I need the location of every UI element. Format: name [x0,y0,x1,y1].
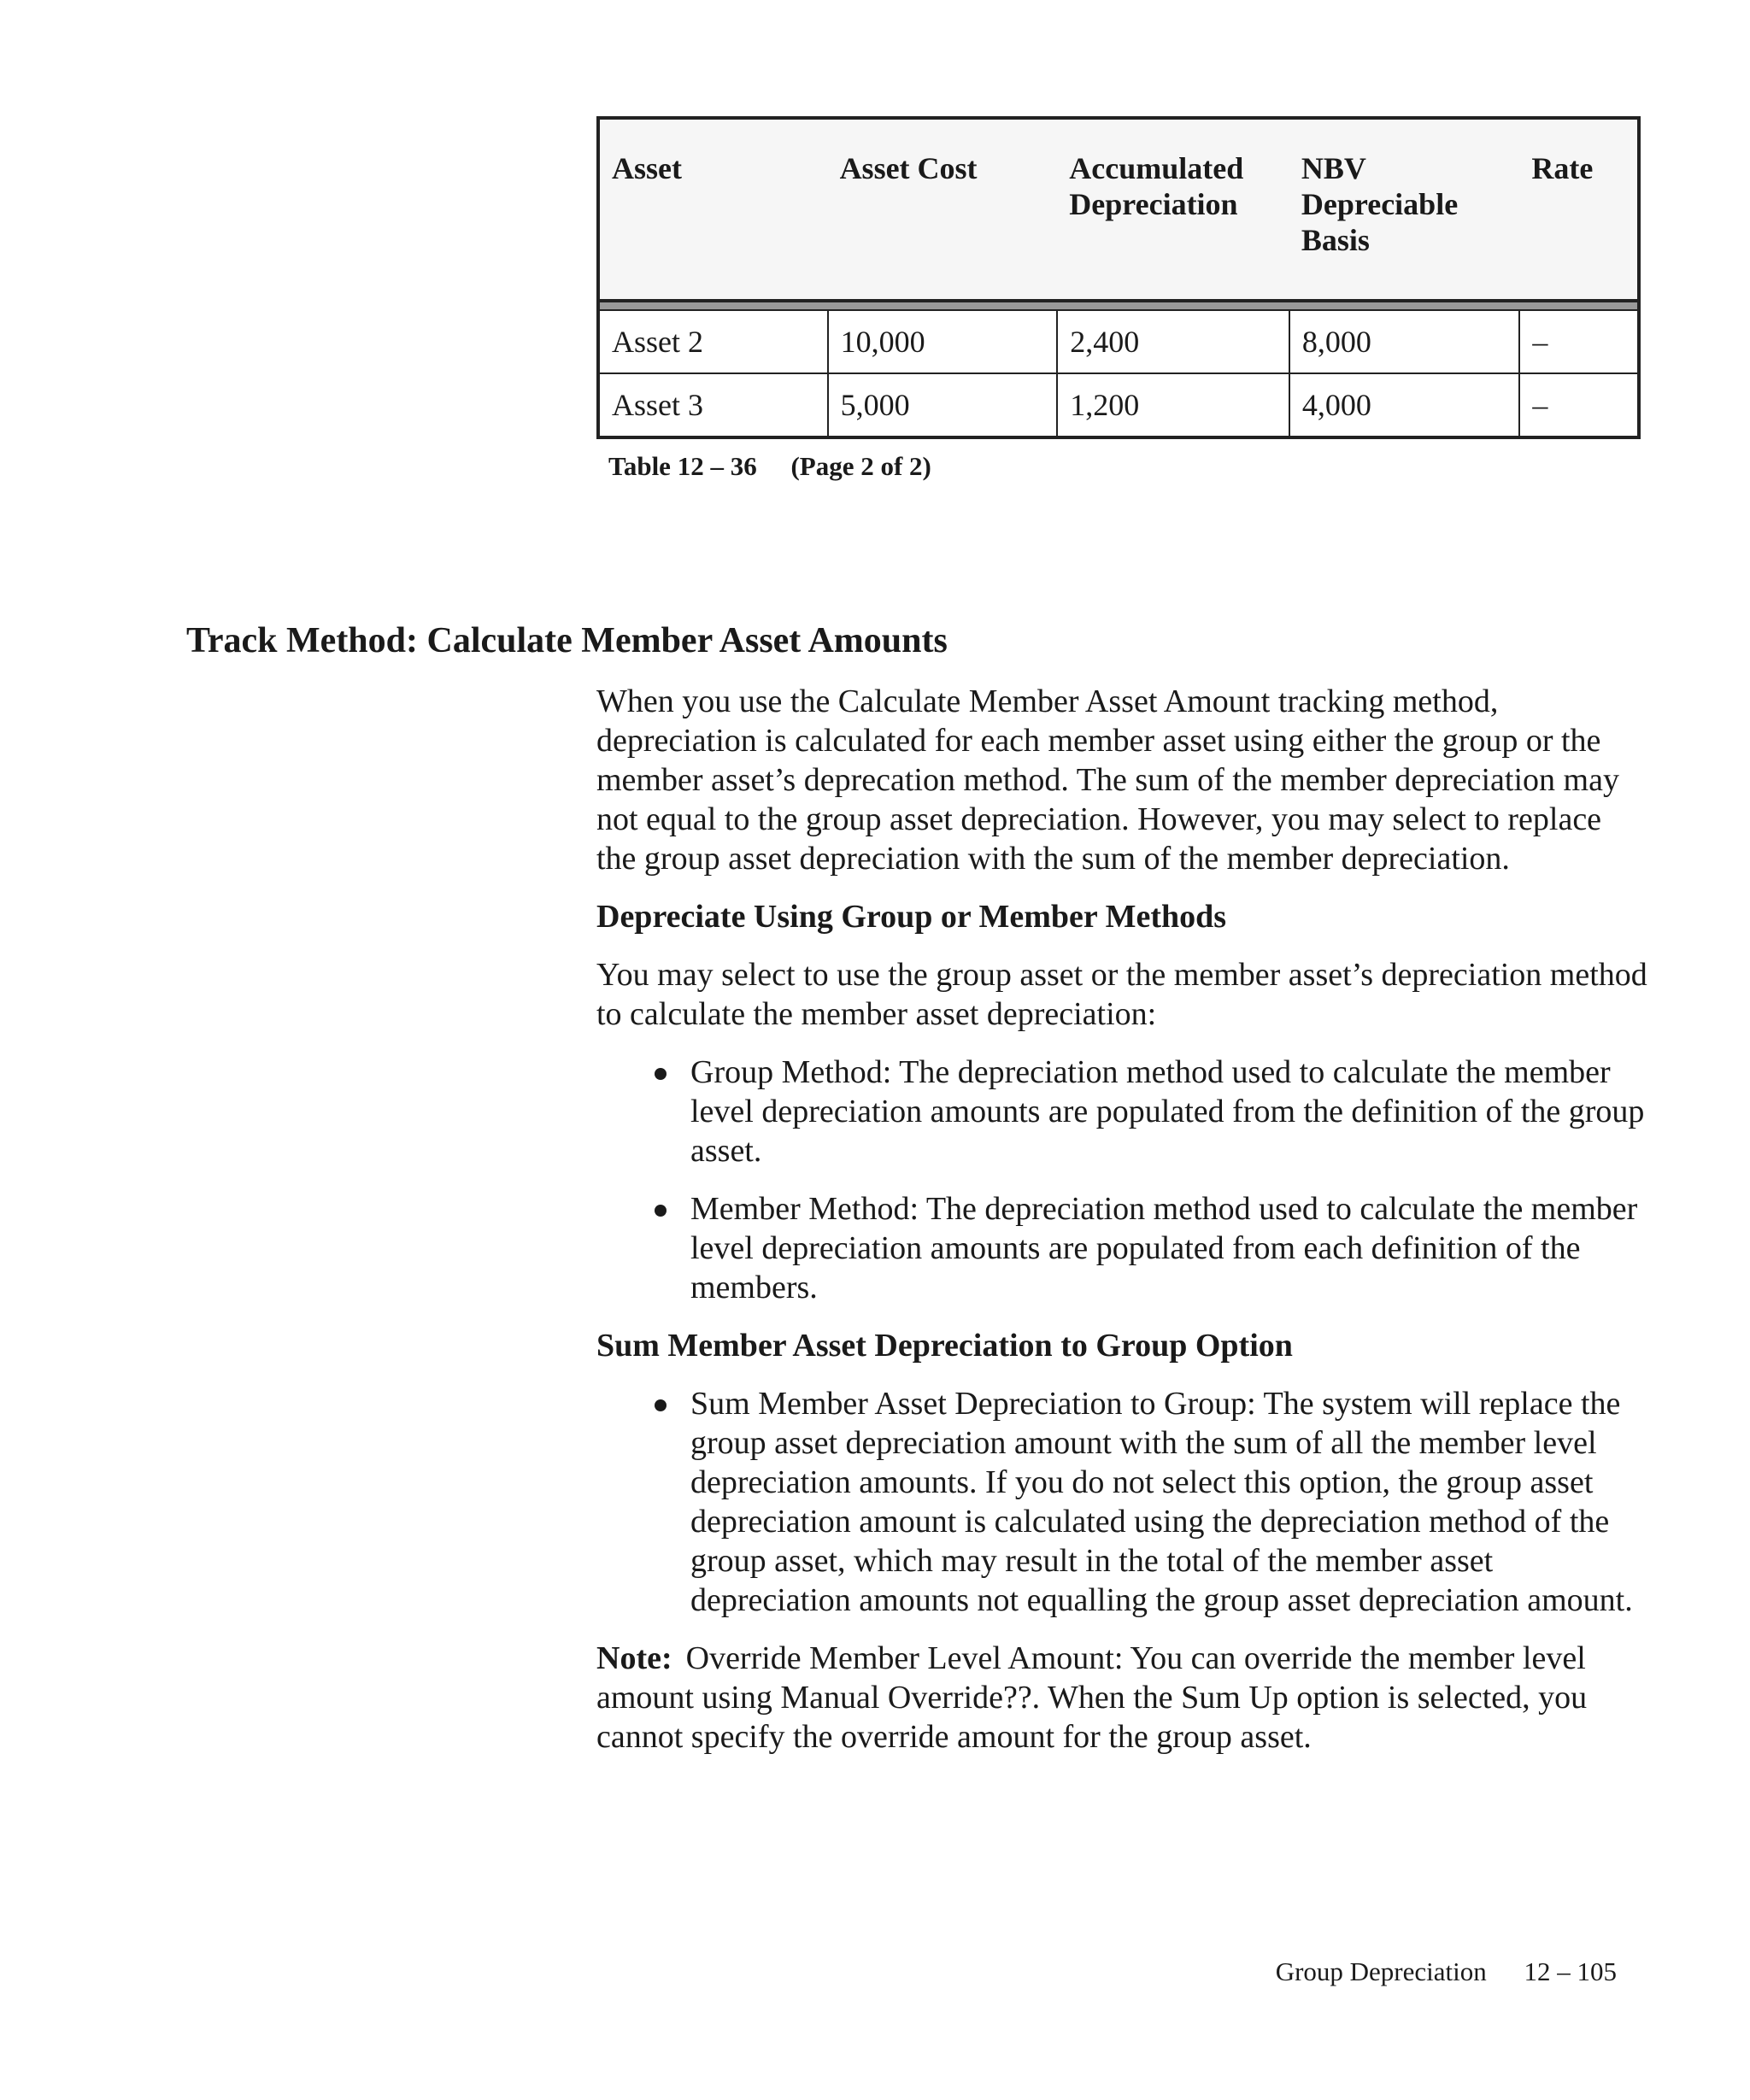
intro-paragraph: When you use the Calculate Member Asset Amount tracking method, depreciation is calculated for each member asset using either the group or the member asset’s deprecation method. The sum of the member depreciation may not equal to the group asset depreciation. However, you may select to replace the group asset depreciation with the sum of the member depreciation. [596,683,1619,877]
cell-asset: Asset 2 [598,310,828,373]
cell-rate: – [1519,373,1639,437]
note-label: Note: [596,1640,672,1676]
header-nbv-depreciable-basis: NBV Depreciable Basis [1289,118,1519,301]
section-title: Track Method: Calculate Member Asset Amounts [186,621,948,660]
table-row [598,310,1639,373]
bullet-icon [655,1205,667,1217]
cell-asset-cost: 5,000 [828,373,1058,437]
sum-option-list [596,1384,1647,1620]
note-text: Override Member Level Amount: You can override the member level amount using Manual Override??. When the Sum Up option is selected, you cannot specify the override amount for the group asset. [596,1640,1588,1755]
methods-list [596,1053,1647,1307]
list-item-text: Member Method: The depreciation method used to calculate the member level depreciation amounts are populated from each definition of the members. [690,1191,1638,1305]
list-item [596,1189,1647,1307]
footer-chapter: Group Depreciation [1275,1956,1487,1986]
section-body [596,682,1647,1775]
table-caption-page: (Page 2 of 2) [790,451,931,481]
cell-nbv: 8,000 [1289,310,1519,373]
subheading-group-member-methods: Depreciate Using Group or Member Methods [596,899,1227,935]
methods-paragraph: You may select to use the group asset or the member asset’s depreciation method to calculate the member asset depreciation: [596,957,1647,1032]
header-rate: Rate [1519,118,1639,301]
cell-accumulated-depreciation: 2,400 [1057,310,1289,373]
depreciation-table [596,116,1641,439]
cell-nbv: 4,000 [1289,373,1519,437]
table-caption-number: Table 12 – 36 [608,451,757,481]
bullet-icon [655,1068,667,1080]
table-row [598,373,1639,437]
cell-asset-cost: 10,000 [828,310,1058,373]
page-footer [1276,1956,1617,1987]
list-item [596,1053,1647,1170]
footer-page-number: 12 – 105 [1524,1956,1617,1986]
table-caption [608,451,931,482]
table-header-row [598,118,1639,301]
cell-asset: Asset 3 [598,373,828,437]
header-asset: Asset [598,118,828,301]
list-item-text: Sum Member Asset Depreciation to Group: The system will replace the group asset depreciation amount with the sum of all the member level depreciation amounts. If you do not select this option, the group asset depreciation amount is calculated using the depreciation method of the group asset, which may result in the total of the member asset depreciation amounts not equalling the group asset depreciation amount. [690,1386,1633,1618]
subheading-sum-option: Sum Member Asset Depreciation to Group Option [596,1328,1293,1364]
list-item [596,1384,1647,1620]
bullet-icon [655,1399,667,1411]
cell-accumulated-depreciation: 1,200 [1057,373,1289,437]
header-asset-cost: Asset Cost [828,118,1058,301]
cell-rate: – [1519,310,1639,373]
list-item-text: Group Method: The depreciation method used to calculate the member level depreciation amounts are populated from the definition of the group asset. [690,1054,1645,1169]
header-accumulated-depreciation: Accumulated Depreciation [1057,118,1289,301]
note-block [596,1639,1647,1757]
